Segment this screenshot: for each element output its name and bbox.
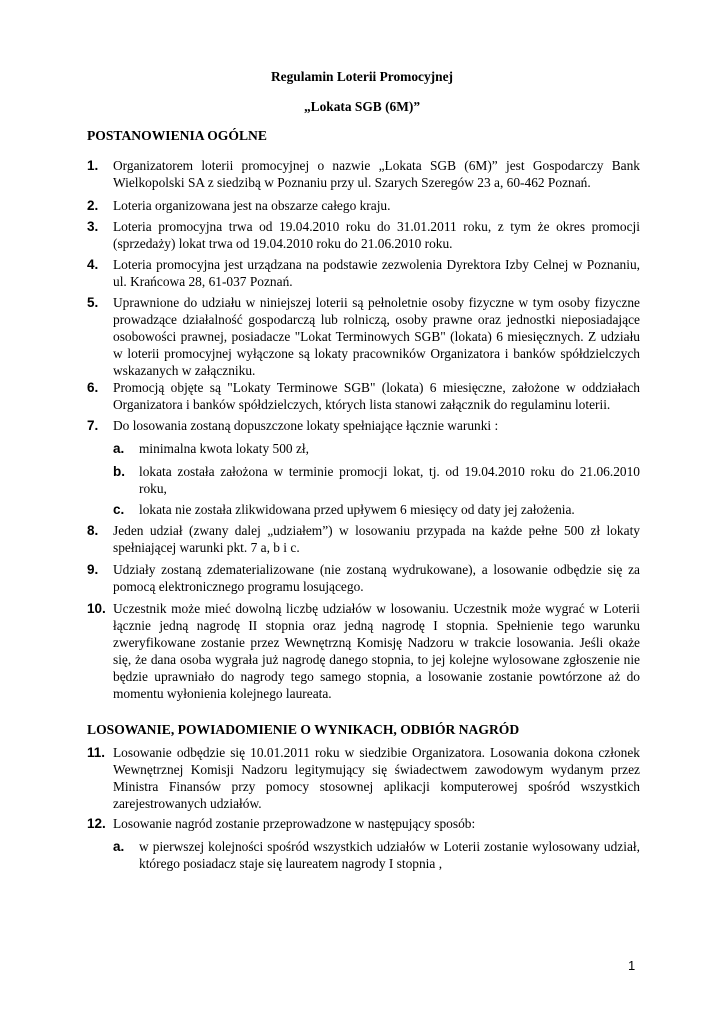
- sub-item-letter: a.: [113, 839, 125, 854]
- list-item: [87, 815, 640, 832]
- item-number: 8.: [87, 523, 99, 538]
- page-number: 1: [628, 958, 636, 973]
- item-number: 3.: [87, 219, 99, 234]
- item-text: Uczestnik może mieć dowolną liczbę udziałów w losowaniu. Uczestnik może wygrać w Loterii łącznie jedną nagrodę II stopnia oraz jedną nagrodę I stopnia. Spełnienie tego warunku zweryfikowane zostanie przez Wewnętrzną Komisję Nadzoru w trakcie losowania. Jeśli okaże się, że dana osoba wygrała już nagrodę danego stopnia, to jej kolejne wylosowane zgłoszenie nie będzie uprawniało do nagrody tego samego stopnia, a losowanie zostanie powtórzone aż do momentu wyłonienia kolejnego laureata.: [113, 601, 640, 701]
- document-title: Regulamin Loterii Promocyjnej: [271, 69, 453, 84]
- sub-item-letter: b.: [113, 464, 125, 479]
- sub-list-item: [113, 440, 640, 457]
- list-item: [87, 256, 640, 290]
- item-text: Promocją objęte są "Lokaty Terminowe SGB" (lokata) 6 miesięczne, założone w oddziałach Organizatora i banków spółdzielczych, których lista stanowi załącznik do regulaminu loterii.: [113, 380, 640, 412]
- list-item: [87, 294, 640, 379]
- list-item: [87, 561, 640, 595]
- sub-item-letter: c.: [113, 502, 125, 517]
- item-number: 5.: [87, 295, 99, 310]
- list-item: [87, 522, 640, 556]
- item-text: Jeden udział (zwany dalej „udziałem”) w losowaniu przypada na każde pełne 500 zł lokaty spełniającej warunki pkt. 7 a, b i c.: [113, 523, 640, 555]
- list-item: [87, 379, 640, 413]
- list-item: [87, 197, 640, 214]
- list-item: [87, 157, 640, 191]
- sub-item-text: w pierwszej kolejności spośród wszystkich udziałów w Loterii zostanie wylosowany udział, którego posiadacz staje się laureatem nagrody I stopnia ,: [139, 839, 640, 871]
- item-number: 1.: [87, 158, 99, 173]
- item-text: Loteria organizowana jest na obszarze całego kraju.: [113, 198, 391, 213]
- sub-item-text: lokata została założona w terminie promocji lokat, tj. od 19.04.2010 roku do 21.06.2010 roku,: [139, 464, 640, 496]
- item-text: Organizatorem loterii promocyjnej o nazwie „Lokata SGB (6M)” jest Gospodarczy Bank Wielkopolski SA z siedzibą w Poznaniu przy ul. Szarych Szeregów 23 a, 60-462 Poznań.: [113, 158, 640, 190]
- item-number: 10.: [87, 601, 106, 616]
- item-text: Do losowania zostaną dopuszczone lokaty spełniające łącznie warunki :: [113, 418, 499, 433]
- list-item: [87, 744, 640, 812]
- document-subtitle: „Lokata SGB (6M)”: [303, 99, 421, 114]
- sub-item-text: lokata nie została zlikwidowana przed upływem 6 miesięcy od daty jej założenia.: [139, 502, 575, 517]
- item-number: 12.: [87, 816, 106, 831]
- sub-list-item: [113, 501, 640, 518]
- sub-list-item: [113, 838, 640, 872]
- item-text: Losowanie nagród zostanie przeprowadzone w następujący sposób:: [113, 816, 476, 831]
- item-number: 9.: [87, 562, 99, 577]
- sub-item-text: minimalna kwota lokaty 500 zł,: [139, 441, 309, 456]
- list-item: [87, 600, 640, 702]
- item-number: 4.: [87, 257, 99, 272]
- item-text: Loteria promocyjna jest urządzana na podstawie zezwolenia Dyrektora Izby Celnej w Poznaniu, ul. Krańcowa 28, 61-037 Poznań.: [113, 257, 640, 289]
- item-number: 7.: [87, 418, 99, 433]
- item-number: 2.: [87, 198, 99, 213]
- section-heading-general: POSTANOWIENIA OGÓLNE: [87, 128, 267, 143]
- sub-item-letter: a.: [113, 441, 125, 456]
- sub-list-item: [113, 463, 640, 497]
- item-number: 6.: [87, 380, 99, 395]
- section-heading-draw: LOSOWANIE, POWIADOMIENIE O WYNIKACH, ODBIÓR NAGRÓD: [87, 722, 520, 737]
- item-number: 11.: [87, 745, 106, 760]
- list-item: [87, 218, 640, 252]
- item-text: Udziały zostaną zdematerializowane (nie zostaną wydrukowane), a losowanie odbędzie się za pomocą elektronicznego programu losującego.: [113, 562, 640, 594]
- item-text: Loteria promocyjna trwa od 19.04.2010 roku do 31.01.2011 roku, z tym że okres promocji (sprzedaży) lokat trwa od 19.04.2010 roku do 21.06.2010 roku.: [113, 219, 640, 251]
- list-item: [87, 417, 640, 434]
- item-text: Losowanie odbędzie się 10.01.2011 roku w siedzibie Organizatora. Losowania dokona członek Wewnętrznej Komisji Nadzoru legitymujący się świadectwem zawodowym wydanym przez Ministra Finansów przy pomocy stosownej aplikacji komputerowej spośród wszystkich zarejestrowanych udziałów.: [113, 745, 640, 811]
- item-text: Uprawnione do udziału w niniejszej loterii są pełnoletnie osoby fizyczne w tym osoby fizyczne prowadzące działalność gospodarczą lub rolniczą, osoby prawne oraz jednostki nieposiadające osobowości prawnej, posiadacze "Lokat Terminowych SGB" (lokata) 6 miesięcznych. Z udziału w loterii promocyjnej wyłączone są lokaty pracowników Organizatora i banków spółdzielczych wskazanych w załączniku.: [113, 295, 640, 378]
